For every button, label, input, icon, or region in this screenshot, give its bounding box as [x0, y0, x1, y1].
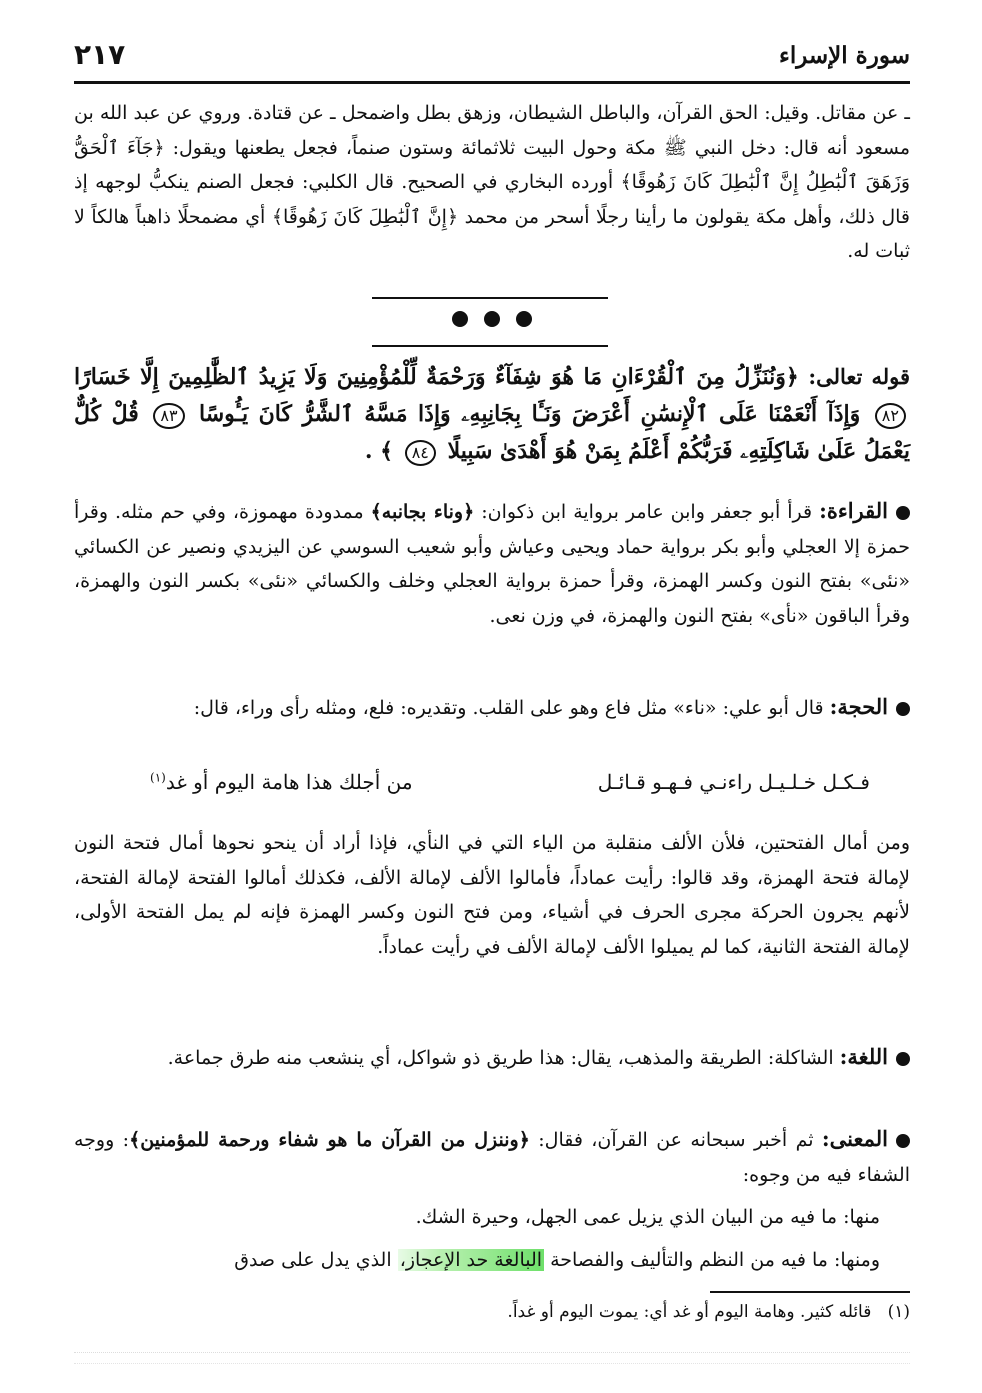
poem-hemistich-2: [150, 770, 413, 794]
lugha-section: [74, 1040, 910, 1076]
intro-paragraph: ـ عن مقاتل. وقيل: الحق القرآن، والباطل الشيطان، وزهق بطل واضمحل ـ عن قتادة. وروي عن عبد الله بن مسعود أنه قال: دخل النبي ﷺ مكة وحول البيت ثلاثمائة وستون صنماً، فجعل يطعنها ويقول: ﴿جَآءَ ٱلْحَقُّ وَزَهَقَ ٱلْبَٰطِلُ إِنَّ ٱلْبَٰطِلَ كَانَ زَهُوقًا﴾ أورده البخاري في الصحيح. قال الكلبي: فجعل الصنم ينكبُّ لوجهه إذ قال ذلك، وأهل مكة يقولون ما رأينا رجلًا أسحر من محمد ﴿إِنَّ ٱلْبَٰطِلَ كَانَ زَهُوقًا﴾ أي مضمحلًا ذاهباً هالكاً لا ثبات له.: [74, 102, 910, 262]
verse-text-1: ﴿وَنُنَزِّلُ مِنَ ٱلْقُرْءَانِ مَا هُوَ شِفَآءٌ وَرَحْمَةٌ لِّلْمُؤْمِنِينَ وَلَا يَزِيدُ ٱلظَّٰلِمِينَ إِلَّا خَسَارًا: [74, 364, 799, 390]
poem-hemistich-2-text: من أجلك هذا هامة اليوم أو غد: [165, 770, 413, 794]
separator-dot: [452, 311, 468, 327]
maana-label: المعنى:: [821, 1126, 888, 1151]
verse-end: ﴾ .: [364, 438, 394, 464]
scan-artifact: [74, 1352, 910, 1364]
footnote-text: قائله كثير. وهامة اليوم أو غد أي: يموت اليوم أو غداً.: [507, 1302, 872, 1322]
page-number: ٢١٧: [74, 38, 126, 71]
bullet-icon: [896, 506, 910, 520]
hujja-paragraph: [74, 690, 910, 726]
surah-title: سورة الإسراء: [779, 42, 910, 69]
hujja-section: [74, 690, 910, 726]
hujja-continued: [74, 826, 910, 964]
maana-paragraph: [74, 1122, 910, 1192]
verse-text-3: قُلْ كُلٌّ يَعْمَلُ عَلَىٰ شَاكِلَتِهِۦ فَرَبُّكُمْ أَعْلَمُ بِمَنْ هُوَ أَهْدَىٰ سَبِيلًا: [74, 401, 910, 464]
hujja-continued-paragraph: ومن أمال الفتحتين، فلأن الألف منقلبة من الياء التي في النأي، فإذا أراد أن ينحو نحوها أمال فتحة النون لإمالة فتحة الهمزة، وقد قالوا: رأيت عماداً، فأمالوا الألف لإمالة الألف، فكذلك أمالوا الفتحة لإمالة الفتحة، لأنهم يجرون الحركة مجرى الحرف في أشياء، ومن فتح النون وكسر الهمزة فإنه لم يمل الفتحة الأولى، لإمالة الفتحة الثانية، كما لم يميلوا الألف لإمالة الألف في رأيت عماداً.: [74, 832, 910, 958]
separator-dot: [484, 311, 500, 327]
verse-lead: قوله تعالى:: [808, 364, 911, 389]
maana-quote: ﴿وننزل من القرآن ما هو شفاء ورحمة للمؤمنين﴾: [129, 1129, 530, 1151]
maana-item-2-text-a: ومنها: ما فيه من النظم والتأليف والفصاحة: [550, 1248, 880, 1271]
hujja-text: قال أبو علي: «ناء» مثل فاع وهو على القلب. وتقديره: فلع، ومثله رأى وراء، قال:: [193, 697, 824, 719]
lugha-label: اللغة:: [839, 1044, 888, 1069]
ayah-number-marker: ٨٣: [153, 403, 184, 429]
header-rule: [74, 81, 910, 84]
footnote-ref[interactable]: (١): [150, 770, 166, 785]
footnote-rule: [710, 1291, 910, 1293]
lugha-text: الشاكلة: الطريقة والمذهب، يقال: هذا طريق ذو شواكل، أي ينشعب منه طرق جماعة.: [167, 1047, 834, 1069]
qiraa-label: القراءة:: [819, 498, 888, 523]
separator-dot: [516, 311, 532, 327]
bullet-icon: [896, 702, 910, 716]
maana-text-b: : ووجه الشفاء فيه من وجوه:: [74, 1129, 910, 1186]
poem-verse: [150, 770, 870, 794]
highlighted-text[interactable]: البالغة حد الإعجاز،: [399, 1248, 543, 1271]
verse-section: [74, 358, 910, 470]
maana-item-1: منها: ما فيه من البيان الذي يزيل عمى الجهل، وحيرة الشك.: [415, 1206, 880, 1228]
maana-item-2: [74, 1243, 910, 1278]
bullet-icon: [896, 1134, 910, 1148]
section-separator-dots: [452, 311, 532, 329]
qiraa-text-b: ممدودة مهموزة، وفي حم مثله. وقرأ حمزة إلا العجلي وأبو بكر برواية حماد ويحيى وعياش وأبو شعيب السوسي عن اليزيدي ونصير عن الكسائي «نئى» بفتح النون وكسر الهمزة، وقرأ حمزة برواية العجلي وخلف والكسائي «نئى» بكسر النون والهمزة، وقرأ الباقون «نأى» بفتح النون والهمزة، في وزن نعى.: [74, 501, 910, 627]
bullet-icon: [896, 1052, 910, 1066]
verse-paragraph: [74, 358, 910, 470]
qiraa-paragraph: [74, 494, 910, 633]
footnote-number: (١): [887, 1302, 910, 1322]
poem-hemistich-1: فـكـل خـلـيـل راءنـي فـهـو قـائـل: [597, 770, 870, 794]
ayah-number-marker: ٨٤: [405, 440, 436, 466]
lugha-paragraph: [74, 1040, 910, 1076]
separator-bottom-rule: [372, 345, 608, 347]
maana-text-a: ثم أخبر سبحانه عن القرآن، فقال:: [538, 1129, 814, 1151]
maana-item-2-text-b: الذي يدل على صدق: [234, 1248, 392, 1271]
intro-section: [74, 96, 910, 269]
qiraa-section: [74, 494, 910, 633]
maana-section: [74, 1122, 910, 1277]
separator-top-rule: [372, 297, 608, 299]
qiraa-quote: ﴿وناء بجانبه﴾: [370, 501, 475, 523]
page-header: [74, 38, 910, 78]
verse-text-2: وَإِذَآ أَنْعَمْنَا عَلَى ٱلْإِنسَٰنِ أَعْرَضَ وَنَـَٔا بِجَانِبِهِۦ وَإِذَا مَسَّهُ ٱلشَّرُّ كَانَ يَـُٔوسًا: [199, 401, 861, 427]
hujja-label: الحجة:: [829, 694, 888, 719]
qiraa-text-a: قرأ أبو جعفر وابن عامر برواية ابن ذكوان:: [481, 501, 813, 523]
footnote: [74, 1302, 910, 1322]
ayah-number-marker: ٨٢: [875, 403, 906, 429]
